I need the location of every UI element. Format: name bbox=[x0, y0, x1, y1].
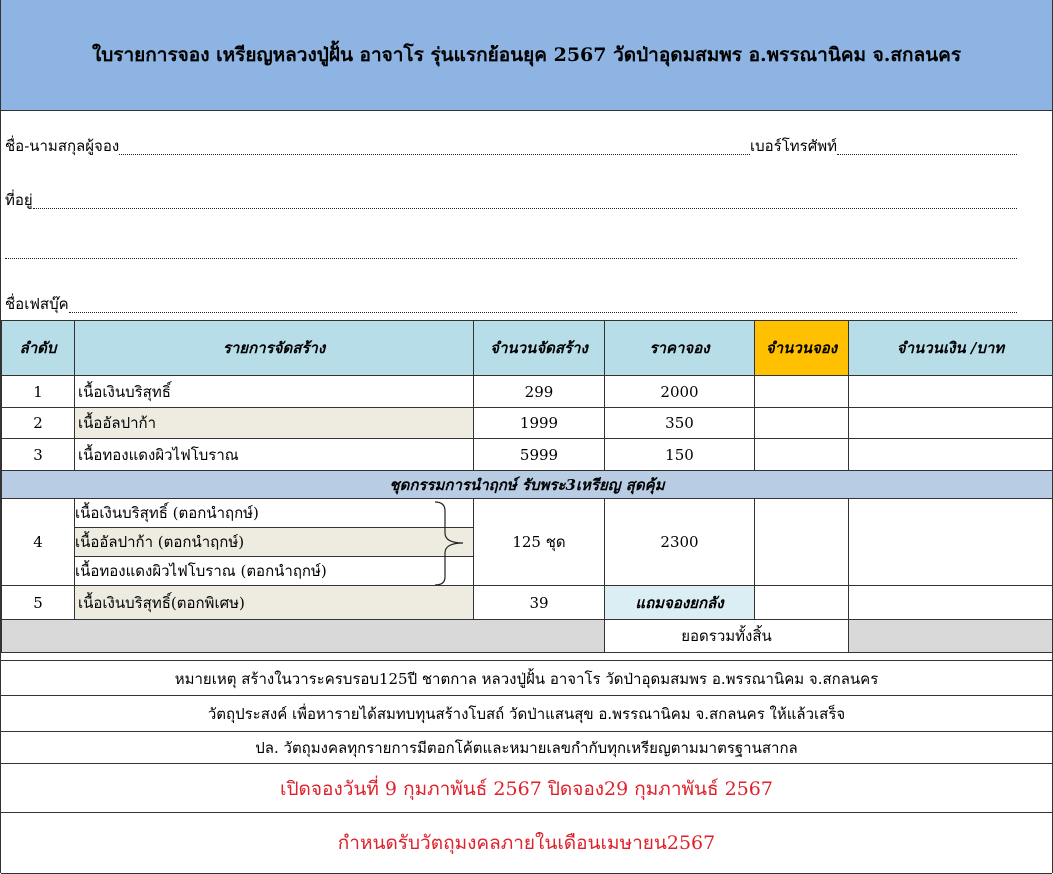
header-item: รายการจัดสร้าง bbox=[75, 321, 474, 376]
set-item: เนื้อเงินบริสุทธิ์ (ตอกนำฤกษ์) bbox=[75, 504, 259, 522]
address-row bbox=[5, 188, 1017, 212]
set-band-row bbox=[2, 471, 1053, 499]
row-quantity: 125 ชุด bbox=[474, 499, 605, 586]
name-label: ชื่อ-นามสกุลผู้จอง bbox=[5, 137, 120, 155]
set-items-cell bbox=[75, 499, 474, 586]
header-quantity: จำนวนจัดสร้าง bbox=[474, 321, 605, 376]
total-row bbox=[2, 620, 1053, 653]
total-amount-input[interactable] bbox=[849, 620, 1053, 653]
set-item: เนื้อทองแดงผิวไฟโบราณ (ตอกนำฤกษ์) bbox=[75, 556, 473, 585]
table-row bbox=[2, 408, 1053, 439]
row-quantity: 39 bbox=[474, 586, 605, 620]
row-amount-input[interactable] bbox=[849, 439, 1053, 471]
row-no: 4 bbox=[2, 499, 75, 586]
table-header-row bbox=[2, 321, 1053, 376]
total-filler bbox=[2, 620, 605, 653]
table-row bbox=[2, 376, 1053, 408]
set-item: เนื้ออัลปาก้า (ตอกนำฤกษ์) bbox=[75, 527, 473, 556]
row-no: 1 bbox=[2, 376, 75, 408]
set-row bbox=[2, 499, 1053, 586]
bonus-label: แถมจองยกลัง bbox=[605, 586, 755, 620]
row-booking-input[interactable] bbox=[755, 408, 849, 439]
row-price: 150 bbox=[605, 439, 755, 471]
row-price: 350 bbox=[605, 408, 755, 439]
address-label: ที่อยู่ bbox=[5, 191, 33, 209]
row-item: เนื้อทองแดงผิวไฟโบราณ bbox=[75, 439, 474, 471]
row-item: เนื้อเงินบริสุทธิ์(ตอกพิเศษ) bbox=[75, 586, 474, 620]
row-amount-input[interactable] bbox=[849, 408, 1053, 439]
row-item: เนื้ออัลปาก้า bbox=[75, 408, 474, 439]
row-booking-input[interactable] bbox=[755, 499, 849, 586]
row-price: 2000 bbox=[605, 376, 755, 408]
address-line-2 bbox=[5, 242, 1017, 262]
facebook-row bbox=[5, 292, 1017, 316]
address-field[interactable] bbox=[33, 207, 1017, 209]
row-quantity: 5999 bbox=[474, 439, 605, 471]
row-no: 5 bbox=[2, 586, 75, 620]
row-no: 3 bbox=[2, 439, 75, 471]
row-quantity: 299 bbox=[474, 376, 605, 408]
row-booking-input[interactable] bbox=[755, 376, 849, 408]
header-booking-count: จำนวนจอง bbox=[755, 321, 849, 376]
booking-period: เปิดจองวันที่ 9 กุมภาพันธ์ 2567 ปิดจอง29 กุมภาพันธ์ 2567 bbox=[1, 763, 1052, 813]
phone-field[interactable] bbox=[837, 153, 1017, 155]
row-no: 2 bbox=[2, 408, 75, 439]
set-band-label: ชุดกรรมการนำฤกษ์ รับพระ3เหรียญ สุดคุ้ม bbox=[2, 471, 1053, 499]
row-booking-input[interactable] bbox=[755, 439, 849, 471]
facebook-label: ชื่อเฟสบุ๊ค bbox=[5, 295, 69, 313]
note-line: หมายเหตุ สร้างในวาระครบรอบ125ปี ชาตกาล หลวงปู่ฝั้น อาจาโร วัดป่าอุดมสมพร อ.พรรณานิคม จ.สกลนคร bbox=[1, 660, 1052, 696]
name-field[interactable] bbox=[119, 153, 750, 155]
order-table bbox=[1, 320, 1053, 653]
row-price: 2300 bbox=[605, 499, 755, 586]
brace-icon bbox=[433, 499, 473, 586]
note-line: ปล. วัตถุมงคลทุกรายการมีตอกโค้ตและหมายเลขกำกับทุกเหรียญตามมาตรฐานสากล bbox=[1, 731, 1052, 764]
row-quantity: 1999 bbox=[474, 408, 605, 439]
form-title: ใบรายการจอง เหรียญหลวงปู่ฝั้น อาจาโร รุ่นแรกย้อนยุค 2567 วัดป่าอุดมสมพร อ.พรรณานิคม จ.สกลนคร bbox=[1, 0, 1052, 111]
note-line: วัตถุประสงค์ เพื่อหารายได้สมทบทุนสร้างโบสถ์ วัดป่าแสนสุข อ.พรรณานิคม จ.สกลนคร ให้แล้วเสร็จ bbox=[1, 695, 1052, 732]
phone-label: เบอร์โทรศัพท์ bbox=[749, 137, 837, 155]
row-booking-input[interactable] bbox=[755, 586, 849, 620]
special-row bbox=[2, 586, 1053, 620]
header-price: ราคาจอง bbox=[605, 321, 755, 376]
pickup-date: กำหนดรับวัตถุมงคลภายในเดือนเมษายน2567 bbox=[1, 812, 1052, 874]
header-amount: จำนวนเงิน /บาท bbox=[849, 321, 1053, 376]
total-label: ยอดรวมทั้งสิ้น bbox=[605, 620, 849, 653]
facebook-field[interactable] bbox=[69, 311, 1017, 313]
table-row bbox=[2, 439, 1053, 471]
name-phone-row bbox=[5, 134, 1017, 158]
row-item: เนื้อเงินบริสุทธิ์ bbox=[75, 376, 474, 408]
address-field-2[interactable] bbox=[5, 257, 1017, 259]
row-amount-input[interactable] bbox=[849, 499, 1053, 586]
row-amount-input[interactable] bbox=[849, 586, 1053, 620]
header-no: ลำดับ bbox=[2, 321, 75, 376]
row-amount-input[interactable] bbox=[849, 376, 1053, 408]
